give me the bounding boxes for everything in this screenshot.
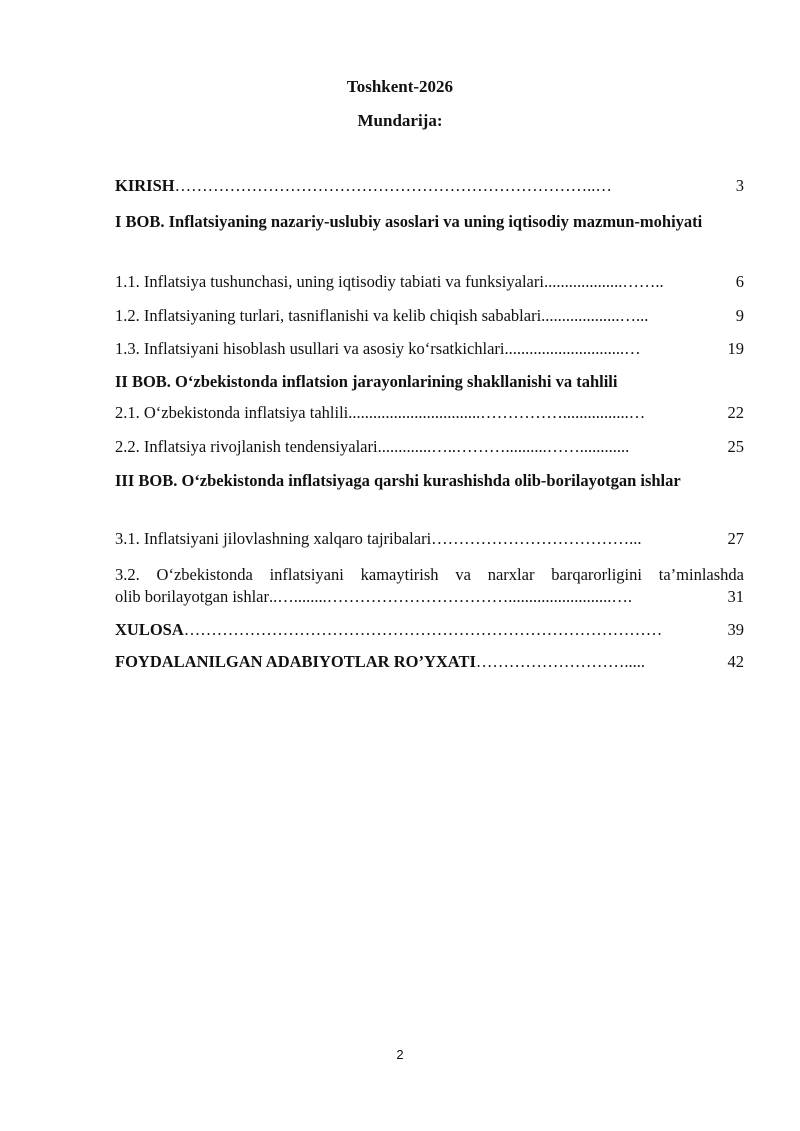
city-year-line: Toshkent-2026 — [346, 77, 454, 96]
toc-chapter-label: I BOB. Inflatsiyaning nazariy-uslubiy asoslari va uning iqtisodiy mazmun-mohiyati — [115, 212, 703, 231]
toc-leader-dots: .............…..………..........……............ — [377, 437, 630, 456]
toc-entry-references[interactable] — [115, 651, 744, 672]
toc-page-number: 25 — [727, 437, 744, 456]
toc-page-number: 6 — [735, 272, 744, 291]
toc-section-3-2[interactable] — [115, 564, 744, 607]
toc-entry-label: KIRISH — [115, 176, 175, 195]
toc-page-number: 39 — [727, 620, 744, 639]
toc-page-number: 22 — [727, 403, 744, 422]
toc-page-number: 42 — [727, 652, 744, 671]
toc-entry-label: FOYDALANILGAN ADABIYOTLAR RO’YXATI — [115, 652, 476, 671]
toc-page-number: 3 — [735, 176, 744, 195]
toc-chapter-1[interactable] — [115, 207, 744, 237]
toc-entry-label: 1.2. Inflatsiyaning turlari, tasniflanishi va kelib chiqish sabablari — [115, 306, 542, 325]
toc-leader-dots: ...................…... — [541, 306, 649, 325]
toc-entry-label: XULOSA — [115, 620, 184, 639]
toc-section-2-2[interactable] — [115, 436, 744, 457]
toc-section-1-3[interactable] — [115, 338, 744, 359]
toc-leader-dots: ………………………………... — [431, 529, 642, 548]
toc-chapter-label: III BOB. O‘zbekistonda inflatsiyaga qarshi kurashishda olib-borilayotgan ishlar — [115, 471, 681, 490]
toc-leader-dots: ………………………..... — [475, 652, 646, 671]
toc-entry-label-line2: olib borilayotgan ishlar — [115, 587, 269, 606]
toc-page-number: 9 — [735, 306, 744, 325]
toc-entry-label-line1: 3.2. O‘zbekistonda inflatsiyani kamaytirish va narxlar barqarorligini ta’minlashda — [115, 565, 744, 584]
toc-leader-dots: ................................……………................… — [348, 403, 646, 422]
toc-entry-label: 2.2. Inflatsiya rivojlanish tendensiyalari — [115, 437, 378, 456]
table-of-contents — [115, 0, 744, 700]
toc-entry-kirish[interactable] — [115, 175, 744, 196]
toc-chapter-label: II BOB. O‘zbekistonda inflatsion jarayonlarining shakllanishi va tahlili — [115, 372, 618, 391]
toc-chapter-3[interactable] — [115, 470, 744, 492]
toc-leader-dots: …………………………………………………………………………… — [183, 620, 663, 639]
toc-page-number: 27 — [727, 529, 744, 548]
toc-leader-dots: .............................… — [504, 339, 641, 358]
toc-entry-label: 2.1. O‘zbekistonda inflatsiya tahlili — [115, 403, 349, 422]
toc-page-number: 31 — [727, 587, 744, 606]
toc-section-3-1[interactable] — [115, 528, 744, 549]
toc-leader-dots: ...................…….. — [543, 272, 664, 291]
page-number-footer: 2 — [396, 1047, 404, 1062]
contents-heading: Mundarija: — [357, 111, 443, 130]
toc-entry-label: 3.1. Inflatsiyani jilovlashning xalqaro tajribalari — [115, 529, 432, 548]
toc-entry-label: 1.3. Inflatsiyani hisoblash usullari va asosiy ko‘rsatkichlari — [115, 339, 505, 358]
toc-leader-dots: ..…........…………………………….........................…. — [268, 587, 632, 606]
toc-entry-line2 — [115, 586, 744, 607]
toc-page-number: 19 — [727, 339, 744, 358]
toc-section-2-1[interactable] — [115, 402, 744, 423]
toc-entry-xulosa[interactable] — [115, 619, 744, 640]
toc-leader-dots: …………………………………………………………………..… — [174, 176, 612, 195]
toc-entry-label: 1.1. Inflatsiya tushunchasi, uning iqtisodiy tabiati va funksiyalari — [115, 272, 544, 291]
toc-section-1-2[interactable] — [115, 305, 744, 326]
toc-section-1-1[interactable] — [115, 271, 744, 292]
toc-chapter-2[interactable] — [115, 371, 744, 392]
